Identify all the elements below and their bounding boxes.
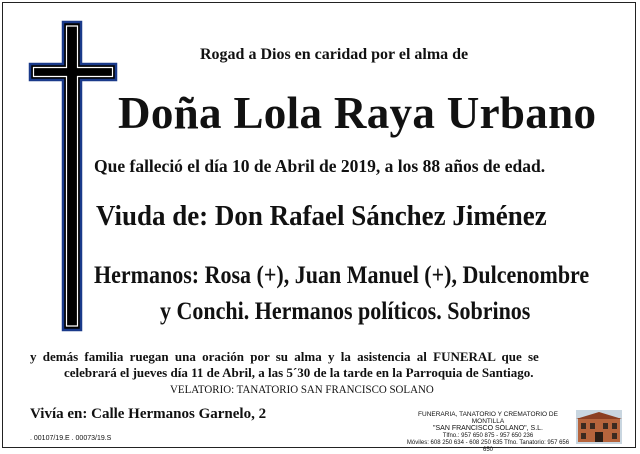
- funeral-home-phones: Tlfno.: 957 650 875 - 957 650 236: [442, 432, 534, 439]
- funeral-home-name: "SAN FRANCISCO SOLANO", S.L.: [433, 425, 543, 433]
- intro-text: Rogad a Dios en caridad por el alma de: [200, 46, 469, 63]
- funeral-home-mobiles: Móviles: 608 250 634 - 608 250 635 Tfno. Tanatorio: 957 656 650: [406, 439, 570, 454]
- family-line-2: y Conchi. Hermanos políticos. Sobrinos: [160, 298, 531, 325]
- funeral-text-line-2: celebrará el jueves día 11 de Abril, a las 5´30 de la tarde en la Parroquia de Santiago.: [64, 365, 534, 380]
- funeral-home-building-icon: [576, 410, 622, 444]
- death-date-text: Que falleció el día 10 de Abril de 2019, a los 88 años de edad.: [94, 156, 546, 176]
- funeral-home-title: FUNERARIA, TANATORIO Y CREMATORIO DE MONTILLA: [418, 411, 558, 426]
- velatorio-text: VELATORIO: TANATORIO SAN FRANCISCO SOLANO: [170, 384, 434, 396]
- funeral-text-line-1: y demás familia ruegan una oración por su alma y la asistencia al FUNERAL que se: [30, 349, 539, 364]
- address-text: Vivía en: Calle Hermanos Garnelo, 2: [30, 406, 267, 422]
- family-line-1: Hermanos: Rosa (+), Juan Manuel (+), Dulcenombre: [94, 262, 590, 289]
- funeral-home-info: [404, 411, 572, 454]
- widow-text: Viuda de: Don Rafael Sánchez Jiménez: [96, 200, 547, 232]
- reference-code: . 00107/19.E . 00073/19.S: [30, 435, 112, 442]
- deceased-name: Doña Lola Raya Urbano: [118, 87, 597, 138]
